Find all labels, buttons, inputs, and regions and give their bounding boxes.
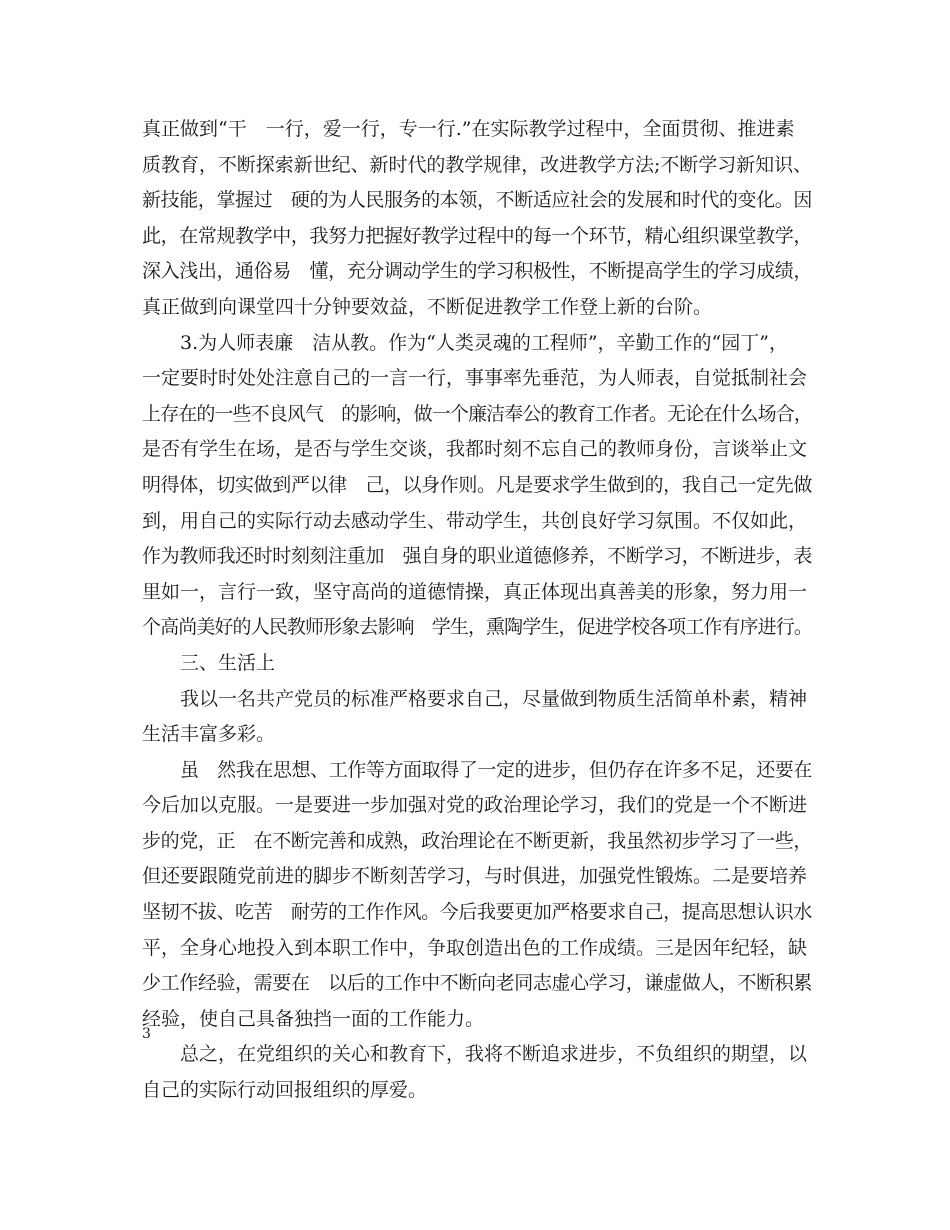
page-number: 3 [142,1026,151,1042]
text-line: 总之，在党组织的关心和教育下，我将不断追求进步，不负组织的期望，以 [180,1043,808,1066]
text-line: 三、生活上 [180,651,276,674]
text-line: 坚韧不拔、吃苦 耐劳的工作作风。今后我要更加严格要求自己，提高思想认识水 [142,901,812,924]
text-line: 但还要跟随党前进的脚步不断刻苦学习，与时俱进，加强党性锻炼。二是要培养 [142,865,808,888]
text-line: 明得体，切实做到严以律 己，以身作则。凡是要求学生做到的，我自己一定先做 [142,473,812,496]
text-line: 经验，使自己具备独挡一面的工作能力。 [142,1007,485,1030]
text-line: 3.为人师表廉 洁从教。作为“人类灵魂的工程师”，辛勤工作的“园丁”， [180,331,788,354]
text-line: 上存在的一些不良风气 的影响，做一个廉洁奉公的教育工作者。无论在什么场合， [142,402,812,425]
text-line: 到，用自己的实际行动去感动学生、带动学生，共创良好学习氛围。不仅如此， [142,509,808,532]
text-line: 真正做到“干 一行，爱一行，专一行.”在实际教学过程中，全面贯彻、推进素 [142,118,795,140]
text-line: 此，在常规教学中，我努力把握好教学过程中的每一个环节，精心组织课堂教学， [142,224,812,247]
text-line: 今后加以克服。一是要进一步加强对党的政治理论学习，我们的党是一个不断进 [142,794,808,817]
text-line: 自己的实际行动回报组织的厚爱。 [142,1079,428,1102]
text-line: 是否有学生在场，是否与学生交谈，我都时刻不忘自己的教师身份，言谈举止文 [142,438,808,461]
text-line: 新技能，掌握过 硬的为人民服务的本领，不断适应社会的发展和时代的变化。因 [142,189,812,212]
text-line: 深入浅出，通俗易 懂，充分调动学生的学习积极性，不断提高学生的学习成绩， [142,260,812,283]
text-line: 作为教师我还时时刻刻注重加 强自身的职业道德修养，不断学习，不断进步，表 [142,545,812,568]
text-line: 个高尚美好的人民教师形象去影响 学生，熏陶学生，促进学校各项工作有序进行。 [142,616,812,639]
text-line: 质教育，不断探索新世纪、新时代的教学规律，改进教学方法;不断学习新知识、 [142,153,812,176]
text-line: 我以一名共产党员的标准严格要求自己，尽量做到物质生活简单朴素，精神 [180,687,808,710]
text-line: 少工作经验，需要在 以后的工作中不断向老同志虚心学习，谦虚做人，不断积累 [142,972,812,995]
text-line: 生活丰富多彩。 [142,723,276,746]
text-line: 平，全身心地投入到本职工作中，争取创造出色的工作成绩。三是因年纪轻，缺 [142,936,808,959]
text-line: 里如一，言行一致，坚守高尚的道德情操，真正体现出真善美的形象，努力用一 [142,580,808,603]
text-line: 虽 然我在思想、工作等方面取得了一定的进步，但仍存在许多不足，还要在 [180,758,812,781]
text-line: 步的党，正 在不断完善和成熟，政治理论在不断更新，我虽然初步学习了一些， [142,829,812,852]
text-line: 一定要时时处处注意自己的一言一行，事事率先垂范，为人师表，自觉抵制社会 [142,367,808,390]
text-line: 真正做到向课堂四十分钟要效益，不断促进教学工作登上新的台阶。 [142,295,713,318]
document-body [142,112,812,1109]
